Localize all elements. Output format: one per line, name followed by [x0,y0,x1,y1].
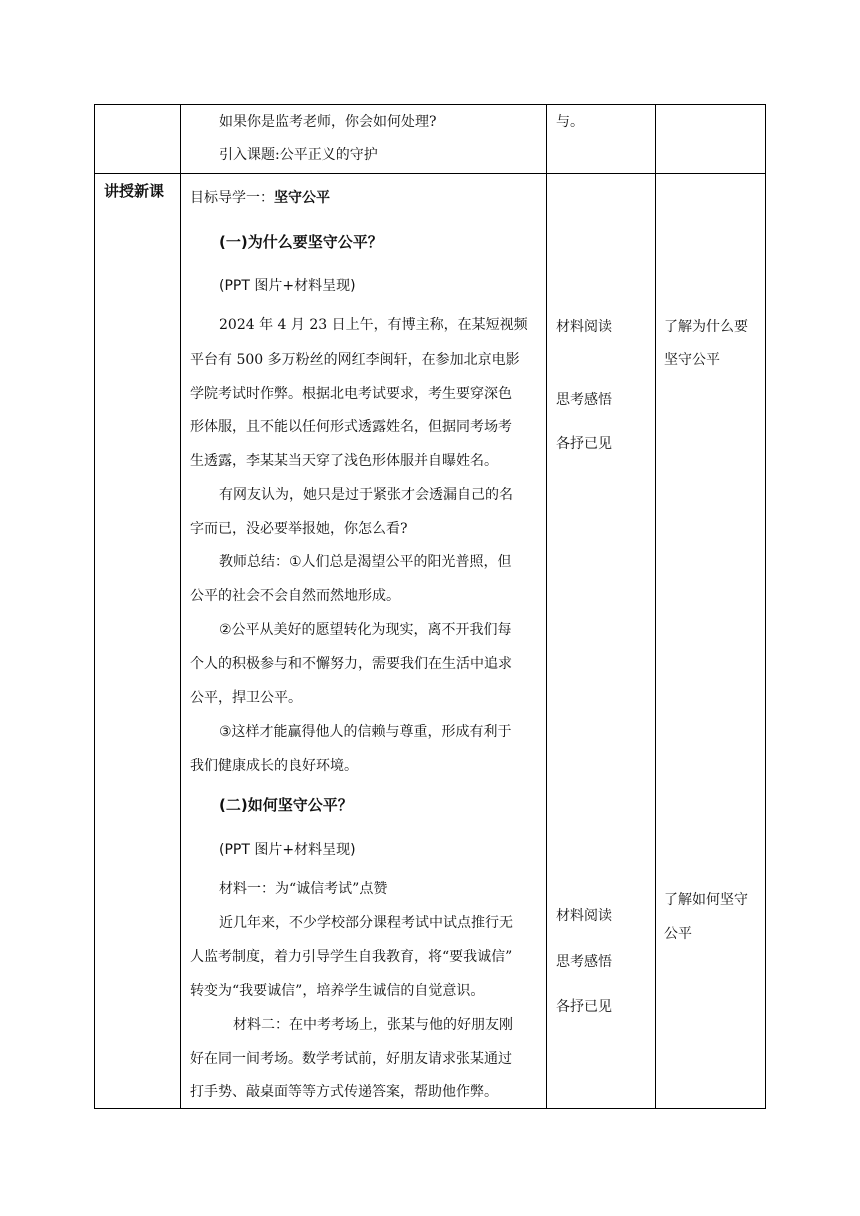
part1-summary-line: 教师总结：①人们总是渴望公平的阳光普照，但 [219,554,512,570]
part1-activity: 各抒已见 [556,436,612,452]
part1-material-line: 平台有 500 多万粉丝的网红李闽轩，在参加北京电影 [190,352,520,368]
content-line: 如果你是监考老师，你会如何处理? [219,114,437,130]
part1-material-line: 学院考试时作弊。根据北电考试要求，考生要穿深色 [190,386,512,402]
part1-activity: 思考感悟 [556,392,612,408]
part2-material1-line: 人监考制度，着力引导学生自我教育，将“要我诚信” [190,949,513,965]
part1-ppt-note: (PPT 图片+材料呈现) [219,278,356,294]
goal-title: 坚守公平 [274,190,330,206]
goal-line [190,188,330,208]
table-border-left [94,104,95,1109]
table-border-right [765,104,766,1109]
part2-material2-line: 材料二：在中考考场上，张某与他的好朋友刚 [233,1017,513,1033]
table-column-divider [655,104,656,1109]
table-column-divider [180,104,181,1109]
part2-material2-line: 好在同一间考场。数学考试前，好朋友请求张某通过 [190,1051,512,1067]
part1-point2-line: 个人的积极参与和不懈努力，需要我们在生活中追求 [190,656,512,672]
part2-activity: 思考感悟 [556,954,612,970]
part2-ppt-note: (PPT 图片+材料呈现) [219,842,356,858]
student-activity-text: 与。 [556,114,584,130]
table-border-bottom [94,1108,766,1109]
part2-intent-line: 了解如何坚守 [664,892,748,908]
part1-question-line: 字而已，没必要举报她，你怎么看? [190,521,408,537]
part2-material1-line: 近几年来，不少学校部分课程考试中试点推行无 [219,915,513,931]
part1-point2-line: 公平，捍卫公平。 [190,690,302,706]
part1-point3-line: 我们健康成长的良好环境。 [190,758,358,774]
part1-activity: 材料阅读 [556,319,612,335]
part1-material-line: 形体服，且不能以任何形式透露姓名，但据同考场考 [190,419,512,435]
part1-point3-line: ③这样才能赢得他人的信赖与尊重，形成有利于 [219,724,512,740]
part2-material2-line: 打手势、敲桌面等等方式传递答案，帮助他作弊。 [190,1084,498,1100]
part2-material1-line: 转变为“我要诚信”，培养学生诚信的自觉意识。 [190,983,485,999]
table-column-divider [546,104,547,1109]
part1-question-line: 有网友认为，她只是过于紧张才会透漏自己的名 [219,487,513,503]
part1-heading: (一)为什么要坚守公平？ [219,233,383,251]
part1-material-line: 生透露，李某某当天穿了浅色形体服并自曝姓名。 [190,453,498,469]
part2-material1-title: 材料一：为“诚信考试”点赞 [219,881,388,897]
section-label: 讲授新课 [104,182,165,200]
part1-intent-line: 坚守公平 [664,352,720,368]
table-border-top [94,104,766,105]
part1-material-line: 2024 年 4 月 23 日上午，有博主称，在某短视频 [219,317,528,333]
part1-point2-line: ②公平从美好的愿望转化为现实，离不开我们每 [219,622,512,638]
content-line: 引入课题:公平正义的守护 [219,147,378,163]
part2-intent-line: 公平 [664,926,692,942]
part2-heading: (二)如何坚守公平？ [219,796,353,814]
part1-intent-line: 了解为什么要 [664,319,748,335]
part2-activity: 材料阅读 [556,908,612,924]
part1-summary-line: 公平的社会不会自然而然地形成。 [190,588,400,604]
part2-activity: 各抒已见 [556,999,612,1015]
table-row-divider [94,173,766,174]
goal-prefix: 目标导学一： [190,190,274,206]
